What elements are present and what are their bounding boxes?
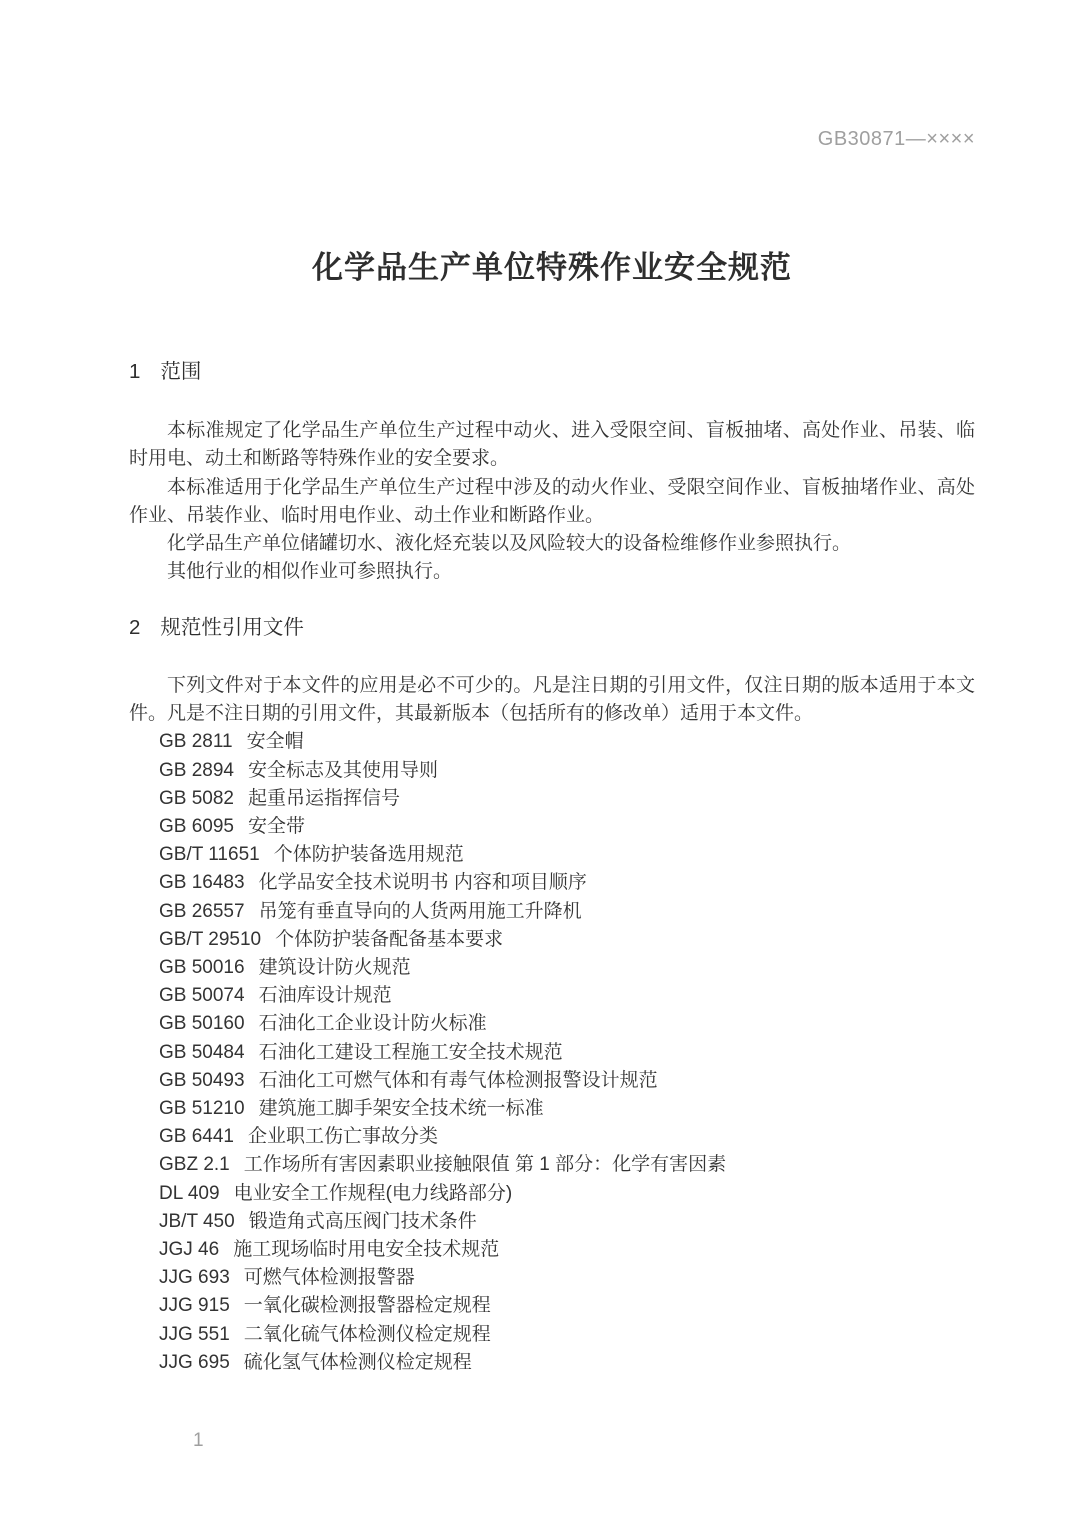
standard-number: GB30871—×××× [817, 128, 975, 150]
section-1-heading [129, 358, 975, 386]
reference-code: GB 51210 [159, 1098, 245, 1120]
reference-title: 一氧化碳检测报警器检定规程 [243, 1295, 491, 1317]
page-number: 1 [193, 1430, 204, 1452]
reference-title: 石油化工建设工程施工安全技术规范 [258, 1041, 563, 1063]
reference-item [159, 785, 975, 813]
reference-code: GB 26557 [159, 900, 245, 922]
reference-title: 硫化氢气体检测仪检定规程 [243, 1351, 472, 1373]
reference-code: GB 2894 [159, 759, 234, 781]
reference-item [159, 1180, 975, 1208]
reference-title: 石油库设计规范 [258, 985, 392, 1007]
reference-title: 吊笼有垂直导向的人货两用施工升降机 [258, 900, 582, 922]
reference-code: JGJ 46 [159, 1239, 220, 1261]
reference-code: GB 2811 [159, 731, 233, 753]
reference-title: 二氧化硫气体检测仪检定规程 [243, 1323, 491, 1345]
reference-item [159, 1321, 975, 1349]
reference-title: 起重吊运指挥信号 [248, 787, 401, 809]
reference-title: 电业安全工作规程(电力线路部分) [233, 1182, 513, 1204]
reference-item [159, 1292, 975, 1320]
reference-item [159, 982, 975, 1010]
reference-title: 化学品安全技术说明书 内容和项目顺序 [258, 872, 587, 894]
paragraph: 其他行业的相似作业可参照执行。 [167, 561, 453, 583]
document-title: 化学品生产单位特殊作业安全规范 [312, 250, 792, 285]
reference-code: GB 50484 [159, 1041, 245, 1063]
reference-title: 锻造角式高压阀门技术条件 [248, 1210, 477, 1232]
reference-code: GB/T 29510 [159, 928, 262, 950]
paragraph: 本标准规定了化学品生产单位生产过程中动火、进入受限空间、盲板抽堵、高处作业、吊装、临时用电、动土和断路等特殊作业的安全要求。 [129, 420, 975, 470]
reference-code: JJG 915 [159, 1295, 230, 1317]
section-2-heading [129, 614, 975, 642]
section-2-title: 规范性引用文件 [160, 615, 304, 639]
reference-code: GBZ 2.1 [159, 1154, 230, 1176]
intro-paragraph: 下列文件对于本文件的应用是必不可少的。凡是注日期的引用文件，仅注日期的版本适用于本文件。凡是不注日期的引用文件，其最新版本（包括所有的修改单）适用于本文件。 [129, 674, 975, 725]
reference-item [159, 954, 975, 982]
reference-item [159, 1264, 975, 1292]
reference-title: 安全帽 [246, 731, 304, 753]
reference-title: 石油化工企业设计防火标准 [258, 1013, 487, 1035]
section-2-number: 2 [129, 615, 141, 639]
reference-item [159, 1349, 975, 1377]
reference-item [159, 1208, 975, 1236]
reference-item [159, 757, 975, 785]
reference-item [159, 1067, 975, 1095]
reference-code: GB 50160 [159, 1013, 245, 1035]
reference-code: GB/T 11651 [159, 844, 260, 866]
reference-item [159, 841, 975, 869]
reference-item [159, 728, 975, 756]
reference-code: DL 409 [159, 1182, 220, 1204]
reference-title: 工作场所有害因素职业接触限值 第 1 部分：化学有害因素 [243, 1154, 727, 1176]
reference-item [159, 1236, 975, 1264]
reference-code: GB 50493 [159, 1069, 245, 1091]
reference-code: GB 6441 [159, 1126, 234, 1148]
reference-title: 个体防护装备选用规范 [273, 844, 464, 866]
references-intro [129, 672, 975, 729]
reference-code: JJG 695 [159, 1351, 230, 1373]
reference-title: 企业职工伤亡事故分类 [248, 1126, 439, 1148]
reference-code: GB 16483 [159, 872, 245, 894]
reference-title: 建筑设计防火规范 [258, 957, 411, 978]
reference-code: JB/T 450 [159, 1210, 235, 1232]
reference-title: 可燃气体检测报警器 [243, 1267, 415, 1289]
reference-item [159, 813, 975, 841]
reference-item [159, 898, 975, 926]
reference-item [159, 1151, 975, 1179]
reference-title: 施工现场临时用电安全技术规范 [233, 1239, 500, 1261]
reference-item [159, 926, 975, 954]
reference-code: JJG 551 [159, 1323, 230, 1345]
section-1-number: 1 [129, 360, 141, 383]
reference-code: GB 50016 [159, 957, 245, 978]
paragraph: 本标准适用于化学品生产单位生产过程中涉及的动火作业、受限空间作业、盲板抽堵作业、高处作业、吊装作业、临时用电作业、动土作业和断路作业。 [129, 476, 975, 526]
reference-code: JJG 693 [159, 1267, 230, 1289]
reference-item [159, 869, 975, 897]
paragraph: 化学品生产单位储罐切水、液化烃充装以及风险较大的设备检维修作业参照执行。 [167, 533, 852, 555]
section-1-title: 范围 [160, 360, 202, 383]
reference-item [159, 1095, 975, 1123]
reference-code: GB 6095 [159, 815, 234, 837]
reference-code: GB 5082 [159, 787, 234, 809]
references-list [129, 728, 975, 1377]
reference-title: 安全标志及其使用导则 [248, 759, 439, 781]
reference-item [159, 1039, 975, 1067]
reference-title: 个体防护装备配备基本要求 [275, 928, 504, 950]
reference-title: 安全带 [248, 815, 306, 837]
reference-title: 建筑施工脚手架安全技术统一标准 [258, 1098, 544, 1120]
reference-title: 石油化工可燃气体和有毒气体检测报警设计规范 [258, 1069, 658, 1091]
scope-paragraphs [129, 417, 975, 587]
reference-code: GB 50074 [159, 985, 245, 1007]
reference-item [159, 1123, 975, 1151]
reference-item [159, 1010, 975, 1038]
